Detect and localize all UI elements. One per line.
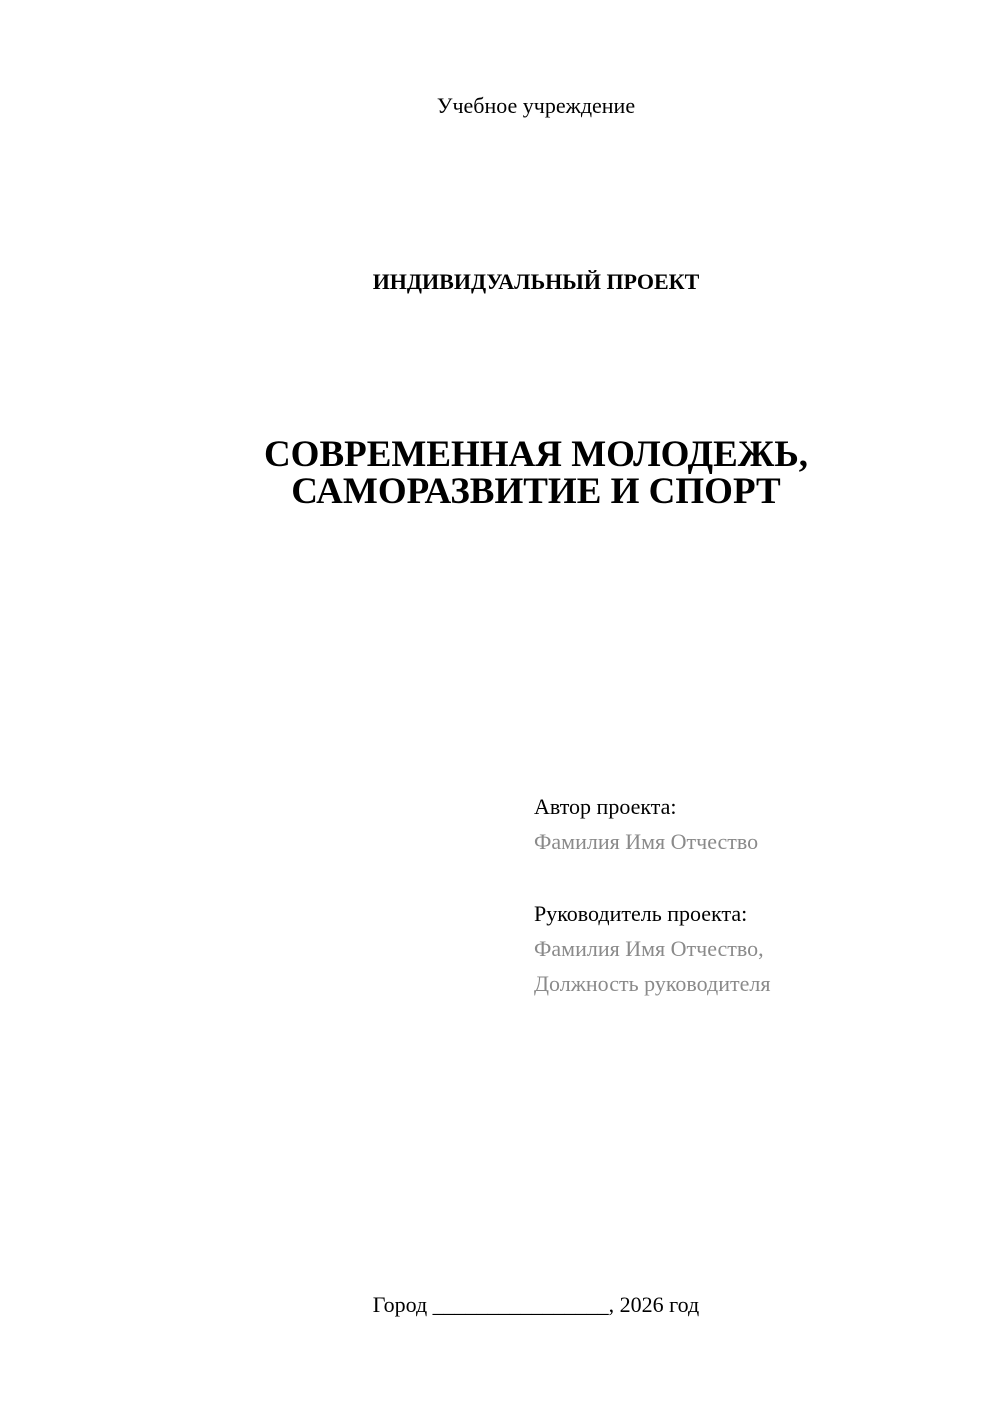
- author-label: Автор проекта:: [534, 794, 677, 819]
- institution-name: Учебное учреждение: [436, 93, 636, 118]
- project-topic: [0, 436, 1000, 510]
- supervisor-position: Должность руководителя: [534, 971, 771, 996]
- supervisor-name: Фамилия Имя Отчество,: [534, 936, 764, 961]
- document-type-heading: ИНДИВИДУАЛЬНЫЙ ПРОЕКТ: [372, 269, 700, 294]
- city-year-line: Город ________________, 2026 год: [372, 1292, 700, 1317]
- project-topic-line-2: САМОРАЗВИТИЕ И СПОРТ: [291, 471, 781, 512]
- project-credits: [534, 789, 974, 1001]
- credits-spacer: [534, 859, 974, 896]
- project-topic-line-1: СОВРЕМЕННАЯ МОЛОДЕЖЬ,: [263, 434, 809, 475]
- author-name: Фамилия Имя Отчество: [534, 829, 759, 854]
- supervisor-label: Руководитель проекта:: [534, 901, 748, 926]
